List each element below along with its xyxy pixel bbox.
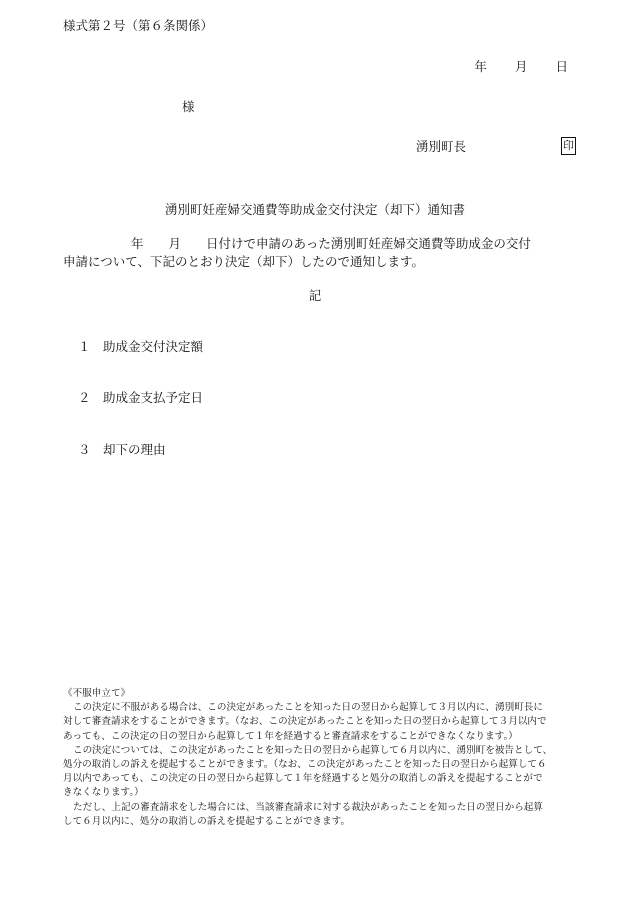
item-label: 助成金交付決定額 — [103, 339, 204, 354]
seal-mark: 印 — [561, 137, 576, 155]
list-item — [78, 339, 203, 355]
notes-line: この決定に不服がある場合は、この決定があったことを知った日の翌日から起算して３月以内に、湧別町長に — [73, 702, 543, 714]
ki-heading: 記 — [308, 288, 322, 303]
notes-heading: 《不服申立て》 — [63, 688, 131, 699]
date-row — [474, 59, 568, 75]
date-day-label: 日 — [555, 59, 568, 74]
addressee-suffix: 様 — [182, 99, 195, 114]
item-label: 助成金支払予定日 — [103, 390, 204, 405]
date-year-label: 年 — [474, 59, 487, 74]
form-number: 様式第２号（第６条関係） — [63, 18, 214, 33]
notes-line: きなくなります。） — [63, 787, 144, 799]
body-line-2: 申請について、下記のとおり決定（却下）したので通知します。 — [63, 254, 425, 269]
appeal-notes — [63, 687, 573, 829]
body-text — [63, 235, 573, 271]
notes-line: 処分の取消しの訴えを提起することができます。（なお、この決定があったことを知った日の翌日から起算して６ — [63, 759, 547, 771]
notes-line: あっても、この決定の日の翌日から起算して１年を経過すると審査請求をすることができなくなります。） — [63, 730, 518, 742]
notes-line: 対して審査請求をすることができます。（なお、この決定があったことを知った日の翌日から起算して３月以内で — [63, 716, 547, 728]
list-item — [78, 442, 166, 458]
notes-line: この決定については、この決定があったことを知った日の翌日から起算して６月以内に、湧別町を被告として、 — [73, 744, 553, 756]
item-label: 却下の理由 — [103, 442, 166, 457]
item-number: １ — [78, 339, 91, 354]
body-line-1: 年 月 日付けで申請のあった湧別町妊産婦交通費等助成金の交付 — [131, 236, 531, 251]
notes-line: 月以内であっても、この決定の日の翌日から起算して１年を経過すると処分の取消しの訴えを提起することがで — [63, 773, 543, 785]
issuer-name: 湧別町長 — [416, 139, 467, 154]
item-number: ２ — [78, 390, 91, 405]
notes-line: ただし、上記の審査請求をした場合には、当該審査請求に対する裁決があったことを知った日の翌日から起算 — [73, 801, 543, 813]
notes-line: して６月以内に、処分の取消しの訴えを提起することができます。 — [63, 815, 351, 827]
list-item — [78, 390, 203, 406]
document-title: 湧別町妊産婦交通費等助成金交付決定（却下）通知書 — [164, 202, 465, 217]
item-number: ３ — [78, 442, 91, 457]
date-month-label: 月 — [514, 59, 528, 74]
